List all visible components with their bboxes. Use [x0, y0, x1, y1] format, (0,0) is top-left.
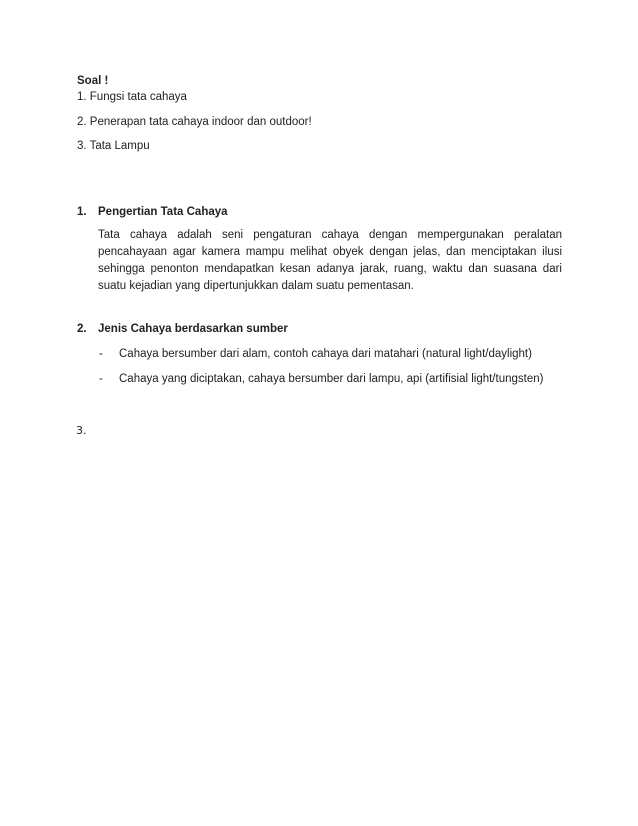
soal-heading: Soal !: [77, 75, 109, 87]
soal-item-2: 2. Penerapan tata cahaya indoor dan outdoor!: [77, 116, 312, 128]
section-2-title: Jenis Cahaya berdasarkan sumber: [98, 323, 288, 335]
section-1-body: Tata cahaya adalah seni pengaturan cahaya dengan mempergunakan peralatan pencahayaan agar kamera mampu melihat obyek dengan jelas, dan menciptakan ilusi sehingga penonton mendapatkan kesan adanya jarak, ruang, waktu dan suasana dari suatu kejadian yang dipertunjukkan dalam suatu pementasan.: [98, 229, 562, 292]
soal-item-1: 1. Fungsi tata cahaya: [77, 91, 187, 103]
section-3-number: 3.: [76, 424, 87, 437]
soal-item-3: 3. Tata Lampu: [77, 140, 150, 152]
section-1-number: 1.: [77, 206, 87, 218]
bullet-dash: -: [99, 373, 103, 385]
section-2-item-1: Cahaya bersumber dari alam, contoh cahaya dari matahari (natural light/daylight): [119, 348, 532, 360]
bullet-dash: -: [99, 348, 103, 360]
section-1-title: Pengertian Tata Cahaya: [98, 206, 228, 218]
section-2-number: 2.: [77, 323, 87, 335]
section-2-item-2: Cahaya yang diciptakan, cahaya bersumber dari lampu, api (artifisial light/tungsten): [119, 373, 544, 385]
